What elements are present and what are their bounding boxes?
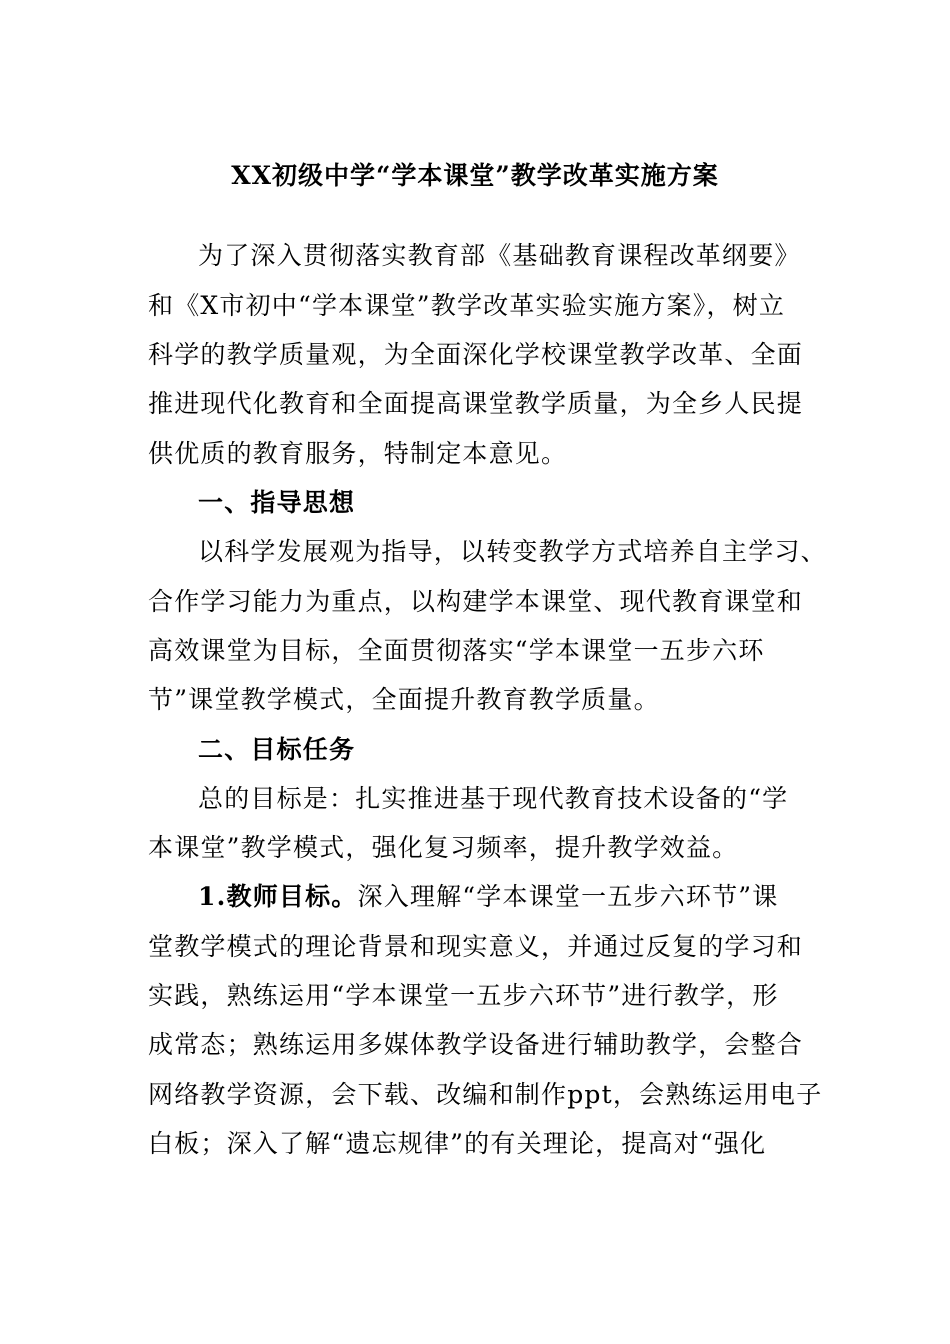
paragraph-line: 和《X市初中“学本课堂”教学改革实验实施方案》，树立 — [148, 291, 786, 320]
paragraph-line: 总的目标是：扎实推进基于现代教育技术设备的“学 — [198, 784, 789, 813]
paragraph-line: 本课堂”教学模式，强化复习频率，提升教学效益。 — [148, 833, 739, 862]
paragraph-line: 高效课堂为目标，全面贯彻落实“学本课堂一五步六环 — [148, 636, 765, 665]
paragraph-line: 白板；深入了解“遗忘规律”的有关理论，提高对“强化 — [148, 1129, 767, 1158]
paragraph-line: 推进现代化教育和全面提高课堂教学质量，为全乡人民提 — [148, 389, 804, 418]
paragraph-line: 网络教学资源，会下载、改编和制作ppt，会熟练运用电子 — [148, 1080, 823, 1109]
section-heading: 一、指导思想 — [198, 488, 356, 517]
paragraph-line: 堂教学模式的理论背景和现实意义，并通过反复的学习和 — [148, 932, 804, 961]
teacher-goal-text: 深入理解“学本课堂一五步六环节”课 — [357, 882, 779, 911]
paragraph-line: 供优质的教育服务，特制定本意见。 — [148, 439, 568, 468]
paragraph-line — [198, 877, 858, 917]
teacher-goal-lead: 1.教师目标。 — [198, 882, 358, 911]
paragraph-line: 成常态；熟练运用多媒体教学设备进行辅助教学，会整合 — [148, 1030, 804, 1059]
paragraph-line: 合作学习能力为重点，以构建学本课堂、现代教育课堂和 — [148, 587, 804, 616]
section-heading: 二、目标任务 — [198, 735, 356, 764]
paragraph-line: 实践，熟练运用“学本课堂一五步六环节”进行教学，形 — [148, 981, 779, 1010]
document-title: XX初级中学“学本课堂”教学改革实施方案 — [231, 161, 719, 190]
paragraph-line: 为了深入贯彻落实教育部《基础教育课程改革纲要》 — [198, 241, 801, 270]
paragraph-line: 节”课堂教学模式，全面提升教育教学质量。 — [148, 685, 660, 714]
paragraph-line: 科学的教学质量观，为全面深化学校课堂教学改革、全面 — [148, 340, 804, 369]
paragraph-line: 以科学发展观为指导，以转变教学方式培养自主学习、 — [198, 537, 827, 566]
